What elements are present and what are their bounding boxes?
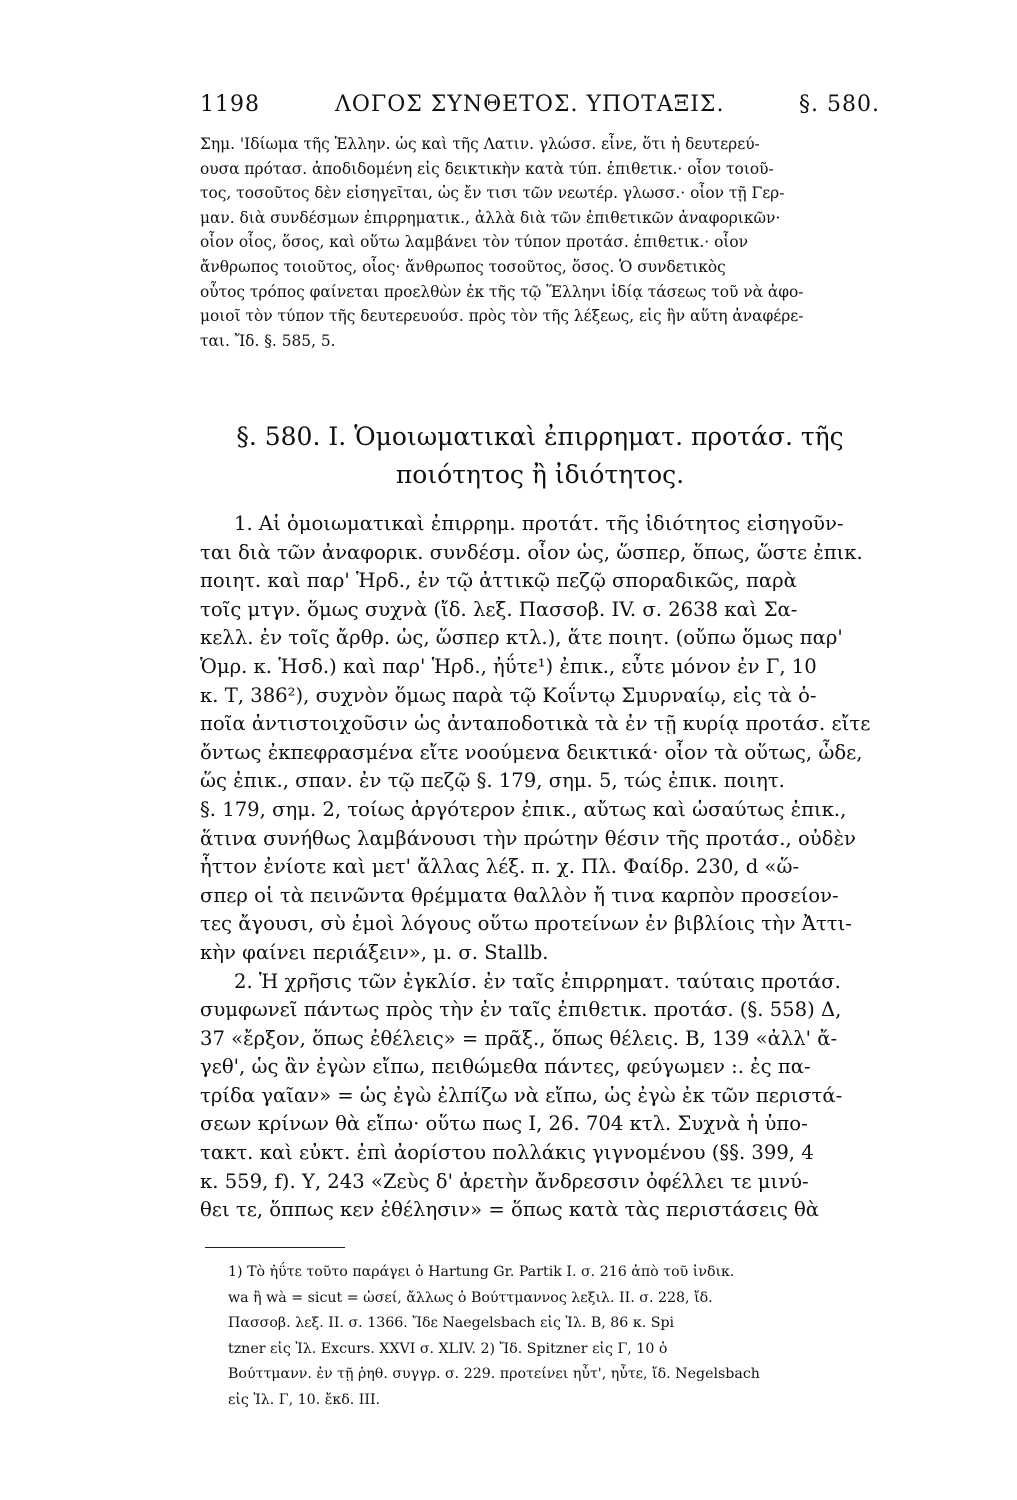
body-line: 37 «ἔρξον, ὅπως ἐθέλεις» = πρᾶξ., ὅπως θέλεις. Β, 139 «ἀλλ' ἄ- xyxy=(200,1026,838,1050)
body-line: θει τε, ὅππως κεν ἐθέλησιν» = ὅπως κατὰ τὰς περιστάσεις θὰ xyxy=(200,1198,820,1222)
note-line: μαν. διὰ συνδέσμων ἐπιρρηματικ., ἀλλὰ διὰ τῶν ἐπιθετικῶν ἀναφορικῶν· xyxy=(200,208,781,227)
note-line: Σημ. 'Ιδίωμα τῆς Ἑλλην. ὡς καὶ τῆς Λατιν. γλώσσ. εἶνε, ὅτι ἡ δευτερεύ- xyxy=(200,135,760,153)
body-text xyxy=(200,510,880,1225)
body-line: σεων κρίνων θὰ εἴπω· οὕτω πως Ι, 26. 704 κτλ. Συχνὰ ἡ ὑπο- xyxy=(200,1112,808,1136)
footnote-line: 1) Τὸ ἠΰτε τοῦτο παράγει ὁ Hartung Gr. Partik I. σ. 216 ἀπὸ τοῦ ἰνδικ. xyxy=(228,1264,735,1280)
body-line: σπερ οἱ τὰ πεινῶντα θρέμματα θαλλὸν ἤ τινα καρπὸν προσείον- xyxy=(200,883,839,907)
body-line: γεθ', ὡς ἂν ἐγὼν εἴπω, πειθώμεθα πάντες, φεύγωμεν :. ἐς πα- xyxy=(200,1055,811,1079)
note-line: ἄνθρωπος τοιοῦτος, οἷος· ἄνθρωπος τοσοῦτος, ὅσος. Ὁ συνδετικὸς xyxy=(200,257,726,276)
note-line: οὗτος τρόπος φαίνεται προελθὼν ἐκ τῆς τῷ Ἕλληνι ἰδίᾳ τάσεως τοῦ νὰ ἀφο- xyxy=(200,282,804,301)
note-line: οἷον οἷος, ὅσος, καὶ οὕτω λαμβάνει τὸν τύπον προτάσ. ἐπιθετικ.· οἷον xyxy=(200,233,749,252)
heading-line-2: ποιότητος ἢ ἰδιότητος. xyxy=(395,460,685,489)
body-line: ται διὰ τῶν ἀναφορικ. συνδέσμ. οἷον ὡς, ὥσπερ, ὅπως, ὥστε ἐπικ. xyxy=(200,540,863,564)
body-line: 2. Ἡ χρῆσις τῶν ἐγκλίσ. ἐν ταῖς ἐπιρρηματ. ταύταις προτάσ. xyxy=(234,969,841,993)
footnote-line: Πασσοβ. λεξ. II. σ. 1366. Ἴδε Naegelsbach εἰς Ἰλ. Β, 86 κ. Spi xyxy=(228,1315,675,1331)
body-line: 1. Αἱ ὁμοιωματικαὶ ἐπιρρημ. προτάτ. τῆς ἰδιότητος εἰσηγοῦν- xyxy=(234,512,844,535)
body-line: ὄντως ἐκπεφρασμένα εἴτε νοούμενα δεικτικά· οἷον τὰ οὕτως, ὧδε, xyxy=(200,740,863,764)
body-line: ποιητ. καὶ παρ' Ἡρδ., ἐν τῷ ἀττικῷ πεζῷ σποραδικῶς, παρὰ xyxy=(200,569,797,593)
body-line: Ὁμρ. κ. Ἡσδ.) καὶ παρ' Ἡρδ., ἠΰτε¹) ἐπικ., εὖτε μόνον ἐν Γ, 10 xyxy=(200,654,817,678)
note-line: μοιοῖ τὸν τύπον τῆς δευτερευούσ. πρὸς τὸν τῆς λέξεως, εἰς ἣν αὕτη ἀναφέρε- xyxy=(200,307,804,326)
body-line: ποῖα ἀντιστοιχοῦσιν ὡς ἀνταποδοτικὰ τὰ ἐν τῇ κυρίᾳ προτάσ. εἴτε xyxy=(200,712,871,736)
running-title: ΛΟΓΟΣ ΣΥΝΘΕΤΟΣ. ΥΠΟΤΑΞΙΣ. xyxy=(335,92,725,117)
footnotes xyxy=(228,1260,878,1413)
body-line: κ. Τ, 386²), συχνὸν ὅμως παρὰ τῷ Κοΐντῳ Σμυρναίῳ, εἰς τὰ ὁ- xyxy=(200,683,817,707)
section-heading xyxy=(200,418,880,494)
body-line: κελλ. ἐν τοῖς ἄρθρ. ὡς, ὥσπερ κτλ.), ἅτε ποιητ. (οὔπω ὅμως παρ' xyxy=(200,626,843,650)
body-line: ἅτινα συνήθως λαμβάνουσι τὴν πρώτην θέσιν τῆς προτάσ., οὐδὲν xyxy=(200,826,856,850)
note-line: τος, τοσοῦτος δὲν εἰσηγεῖται, ὡς ἔν τισι τῶν νεωτέρ. γλωσσ.· οἷον τῇ Γερ- xyxy=(200,184,785,203)
footnote-line: εἰς Ἰλ. Γ, 10. ἔκδ. III. xyxy=(228,1391,381,1408)
body-line: κὴν φαίνει περιάξειν», μ. σ. Stallb. xyxy=(200,940,549,964)
body-line: τακτ. καὶ εὐκτ. ἐπὶ ἀορίστου πολλάκις γιγνομένου (§§. 399, 4 xyxy=(200,1141,814,1165)
footnote-divider xyxy=(205,1247,345,1248)
body-line: §. 179, σημ. 2, τοίως ἀργότερον ἐπικ., αὔτως καὶ ὡσαύτως ἐπικ., xyxy=(200,797,847,821)
section-number: §. 580. xyxy=(799,92,880,117)
body-line: τοῖς μτγν. ὅμως συχνὰ (ἴδ. λεξ. Πασσοβ. IV. σ. 2638 καὶ Σα- xyxy=(200,597,798,621)
note-line: ουσα πρότασ. ἀποδιδομένη εἰς δεικτικὴν κατὰ τύπ. ἐπιθετικ.· οἷον τοιοῦ- xyxy=(200,159,774,178)
body-line: τες ἄγουσι, σὺ ἐμοὶ λόγους οὕτω προτείνων ἐν βιβλίοις τὴν Ἀττι- xyxy=(200,912,852,936)
heading-line-1: §. 580. I. Ὁμοιωματικαὶ ἐπιρρηματ. προτάσ. τῆς xyxy=(236,422,844,451)
note-paragraph xyxy=(200,132,880,353)
note-line: ται. Ἴδ. §. 585, 5. xyxy=(200,331,336,350)
body-line: συμφωνεῖ πάντως πρὸς τὴν ἐν ταῖς ἐπιθετικ. προτάσ. (§. 558) Δ, xyxy=(200,998,842,1022)
footnote-line: tzner εἰς Ἰλ. Excurs. XXVI σ. XLIV. 2) Ἴδ. Spitzner εἰς Γ, 10 ὁ xyxy=(228,1340,668,1357)
body-line: τρίδα γαῖαν» = ὡς ἐγὼ ἐλπίζω νὰ εἴπω, ὡς ἐγὼ ἐκ τῶν περιστά- xyxy=(200,1083,843,1107)
running-head xyxy=(200,92,880,122)
footnote-line: Βούττμανν. ἐν τῇ ῥηθ. συγγρ. σ. 229. προτείνει ηὖτ', ηὖτε, ἴδ. Negelsbach xyxy=(228,1366,760,1382)
body-line: ὥς ἐπικ., σπαν. ἐν τῷ πεζῷ §. 179, σημ. 5, τώς ἐπικ. ποιητ. xyxy=(200,769,785,793)
page-number: 1198 xyxy=(200,92,260,117)
body-line: κ. 559, f). Υ, 243 «Ζεὺς δ' ἀρετὴν ἄνδρεσσιν ὀφέλλει τε μινύ- xyxy=(200,1169,809,1193)
footnote-line: wa ἢ wà = sicut = ὡσεί, ἄλλως ὁ Βούττμαννος λεξιλ. II. σ. 228, ἴδ. xyxy=(228,1289,713,1306)
body-line: ἧττον ἐνίοτε καὶ μετ' ἄλλας λέξ. π. χ. Πλ. Φαίδρ. 230, d «ὥ- xyxy=(200,855,800,879)
